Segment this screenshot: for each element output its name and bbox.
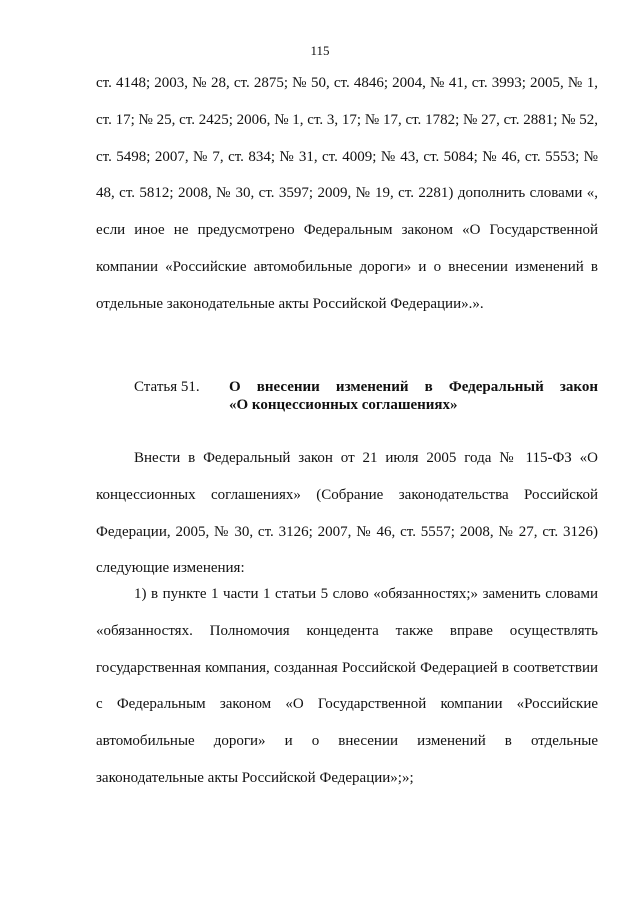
page-number: 115 — [310, 43, 330, 58]
amendment-item-1: 1) в пункте 1 части 1 статьи 5 слово «обязанностях;» заменить словами «обязанностях. Полномочия концедента также вправе осуществлять государственная компания, созданная Российской Федерацией в соответствии с Федеральным законом «О Государственной компании «Российские автомобильные дороги» и о внесении изменений в отдельные законодательные акты Российской Федерации»;»; — [96, 586, 598, 786]
continuation-paragraph: ст. 4148; 2003, № 28, ст. 2875; № 50, ст. 4846; 2004, № 41, ст. 3993; 2005, № 1, ст. 17; № 25, ст. 2425; 2006, № 1, ст. 3, 17; № 17, ст. 1782; № 27, ст. 2881; № 52, ст. 5498; 2007, № 7, ст. 834; № 31, ст. 4009; № 43, ст. 5084; № 46, ст. 5553; № 48, ст. 5812; 2008, № 30, ст. 3597; 2009, № 19, ст. 2281) дополнить словами «, если иное не предусмотрено Федеральным законом «О Государственной компании «Российские автомобильные дороги» и о внесении изменений в отдельные законодательные акты Российской Федерации».». — [96, 75, 598, 312]
article-title-line-1: О внесении изменений в Федеральный закон — [229, 379, 598, 395]
article-title — [229, 378, 598, 414]
amendment-item-block — [96, 576, 598, 797]
article-number-label: Статья 51. — [134, 379, 200, 395]
intro-paragraph: Внести в Федеральный закон от 21 июля 2005 года № 115-ФЗ «О концессионных соглашениях» (Собрание законодательства Российской Федерации, 2005, № 30, ст. 3126; 2007, № 46, ст. 5557; 2008, № 27, ст. 3126) следующие изменения: — [96, 450, 598, 577]
article-title-line-2: «О концессионных соглашениях» — [229, 397, 458, 413]
intro-paragraph-block — [96, 440, 598, 587]
continuation-paragraph-block — [96, 65, 598, 323]
